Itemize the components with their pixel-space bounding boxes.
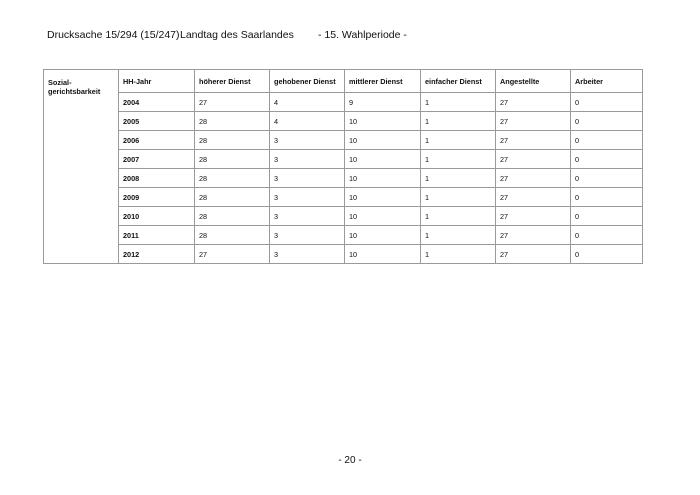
legislative-period: - 15. Wahlperiode - <box>318 29 407 41</box>
value-cell: 0 <box>571 131 643 150</box>
value-cell: 0 <box>571 169 643 188</box>
table-row <box>44 93 643 112</box>
value-cell: 1 <box>421 131 496 150</box>
section-label: Sozial-gerichtsbarkeit <box>44 70 119 264</box>
year-cell: 2011 <box>119 226 195 245</box>
value-cell: 28 <box>195 131 270 150</box>
table-row <box>44 207 643 226</box>
year-cell: 2006 <box>119 131 195 150</box>
value-cell: 27 <box>496 150 571 169</box>
value-cell: 27 <box>496 226 571 245</box>
table-row <box>44 245 643 264</box>
table-row <box>44 226 643 245</box>
value-cell: 1 <box>421 188 496 207</box>
value-cell: 3 <box>270 188 345 207</box>
value-cell: 0 <box>571 245 643 264</box>
value-cell: 1 <box>421 245 496 264</box>
value-cell: 10 <box>345 169 421 188</box>
value-cell: 1 <box>421 207 496 226</box>
value-cell: 27 <box>496 112 571 131</box>
value-cell: 28 <box>195 226 270 245</box>
year-cell: 2010 <box>119 207 195 226</box>
value-cell: 1 <box>421 93 496 112</box>
table-row <box>44 169 643 188</box>
value-cell: 10 <box>345 226 421 245</box>
year-cell: 2004 <box>119 93 195 112</box>
value-cell: 27 <box>496 131 571 150</box>
value-cell: 0 <box>571 207 643 226</box>
year-cell: 2007 <box>119 150 195 169</box>
value-cell: 1 <box>421 169 496 188</box>
document-header <box>47 29 407 41</box>
page-number: - 20 - <box>338 455 362 466</box>
parliament-name: Landtag des Saarlandes <box>180 29 294 41</box>
table-body <box>44 70 643 264</box>
table-row <box>44 112 643 131</box>
value-cell: 3 <box>270 150 345 169</box>
value-cell: 27 <box>496 207 571 226</box>
value-cell: 28 <box>195 207 270 226</box>
value-cell: 0 <box>571 93 643 112</box>
year-cell: 2012 <box>119 245 195 264</box>
column-header: höherer Dienst <box>195 70 270 93</box>
value-cell: 10 <box>345 188 421 207</box>
table-row <box>44 131 643 150</box>
value-cell: 10 <box>345 245 421 264</box>
value-cell: 4 <box>270 93 345 112</box>
value-cell: 10 <box>345 112 421 131</box>
value-cell: 3 <box>270 131 345 150</box>
document-number: Drucksache 15/294 (15/247) <box>47 29 180 41</box>
value-cell: 10 <box>345 150 421 169</box>
value-cell: 0 <box>571 112 643 131</box>
year-cell: 2009 <box>119 188 195 207</box>
value-cell: 4 <box>270 112 345 131</box>
value-cell: 0 <box>571 150 643 169</box>
value-cell: 28 <box>195 150 270 169</box>
column-header: mittlerer Dienst <box>345 70 421 93</box>
value-cell: 10 <box>345 131 421 150</box>
value-cell: 0 <box>571 226 643 245</box>
value-cell: 9 <box>345 93 421 112</box>
value-cell: 3 <box>270 226 345 245</box>
staffing-table <box>43 69 643 264</box>
value-cell: 27 <box>496 93 571 112</box>
value-cell: 27 <box>195 245 270 264</box>
column-header: HH-Jahr <box>119 70 195 93</box>
value-cell: 3 <box>270 207 345 226</box>
value-cell: 27 <box>496 169 571 188</box>
year-cell: 2005 <box>119 112 195 131</box>
year-cell: 2008 <box>119 169 195 188</box>
value-cell: 3 <box>270 169 345 188</box>
value-cell: 3 <box>270 245 345 264</box>
value-cell: 28 <box>195 169 270 188</box>
value-cell: 28 <box>195 112 270 131</box>
table-row <box>44 188 643 207</box>
column-header: gehobener Dienst <box>270 70 345 93</box>
column-header: Arbeiter <box>571 70 643 93</box>
column-header: Angestellte <box>496 70 571 93</box>
value-cell: 0 <box>571 188 643 207</box>
value-cell: 1 <box>421 226 496 245</box>
value-cell: 27 <box>195 93 270 112</box>
value-cell: 10 <box>345 207 421 226</box>
value-cell: 1 <box>421 150 496 169</box>
table-row <box>44 150 643 169</box>
value-cell: 27 <box>496 245 571 264</box>
value-cell: 1 <box>421 112 496 131</box>
value-cell: 27 <box>496 188 571 207</box>
value-cell: 28 <box>195 188 270 207</box>
column-header: einfacher Dienst <box>421 70 496 93</box>
table-header-row <box>44 70 643 93</box>
